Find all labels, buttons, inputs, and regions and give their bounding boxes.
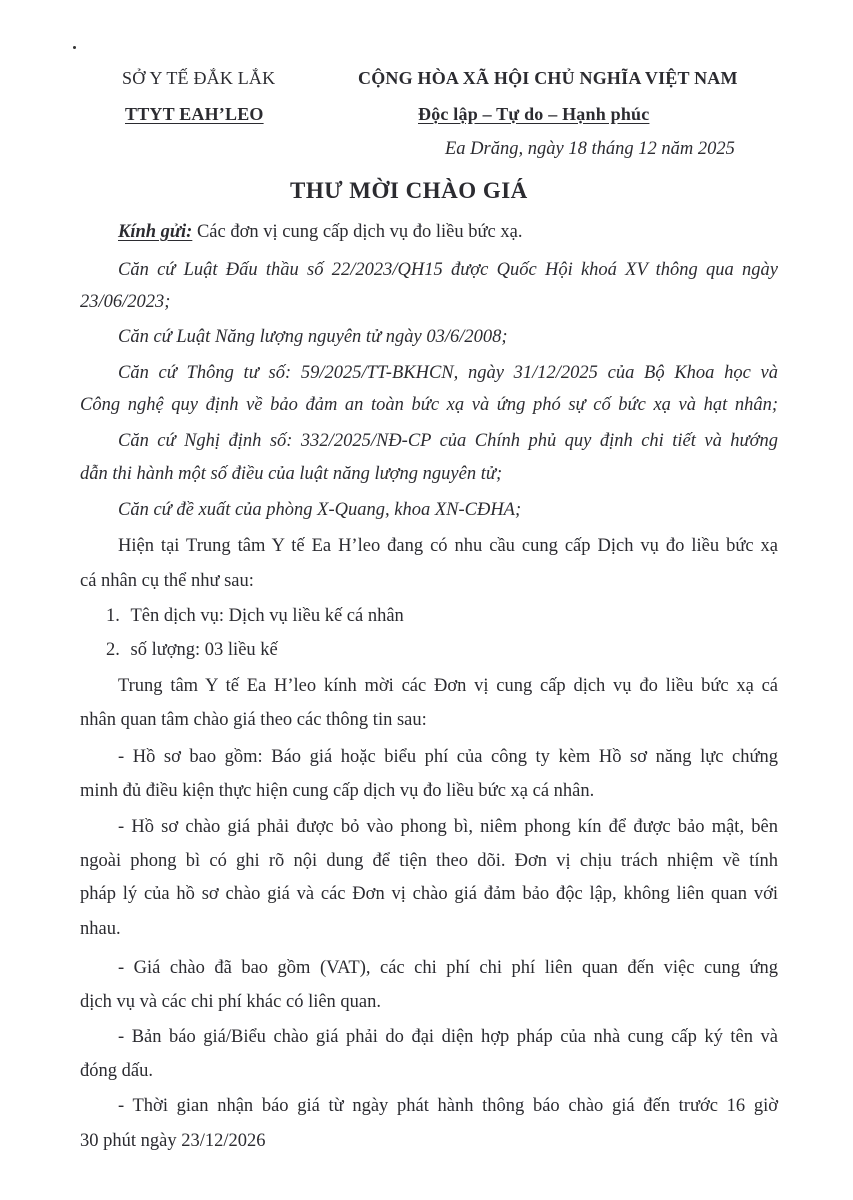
list-item-text: số lượng: 03 liều kế [130, 640, 278, 660]
invite-line: nhân quan tâm chào giá theo các thông tin sau: [80, 710, 427, 730]
legal-line: Căn cứ Luật Năng lượng nguyên tử ngày 03/6/2008; [118, 327, 508, 347]
condition-line: pháp lý của hồ sơ chào giá và các Đơn vị chào giá đảm bảo độc lập, không liên quan với [80, 884, 778, 904]
condition-line: - Bản báo giá/Biểu chào giá phải do đại diện hợp pháp của nhà cung cấp ký tên và [118, 1027, 778, 1047]
list-item-number: 1. [106, 606, 120, 626]
document-date: Ea Drăng, ngày 18 tháng 12 năm 2025 [445, 139, 735, 159]
list-item-number: 2. [106, 640, 120, 660]
legal-line: Căn cứ Nghị định số: 332/2025/NĐ-CP của Chính phủ quy định chi tiết và hướng [118, 431, 778, 451]
condition-line: - Giá chào đã bao gồm (VAT), các chi phí chi phí liên quan đến việc cung ứng [118, 958, 778, 978]
condition-line: minh đủ điều kiện thực hiện cung cấp dịch vụ đo liều bức xạ cá nhân. [80, 781, 595, 801]
condition-line: ngoài phong bì có ghi rõ nội dung để tiện theo dõi. Đơn vị chịu trách nhiệm về tính [80, 851, 778, 871]
org-unit: TTYT EAH’LEO [125, 104, 264, 124]
legal-line: dẫn thi hành một số điều của luật năng lượng nguyên tử; [80, 464, 503, 484]
national-title: CỘNG HÒA XÃ HỘI CHỦ NGHĨA VIỆT NAM [358, 68, 738, 88]
condition-line: - Hồ sơ bao gồm: Báo giá hoặc biểu phí của công ty kèm Hồ sơ năng lực chứng [118, 747, 778, 767]
legal-line: Công nghệ quy định về bảo đảm an toàn bức xạ và ứng phó sự cố bức xạ và hạt nhân; [80, 395, 778, 415]
legal-line: 23/06/2023; [80, 292, 171, 312]
condition-line: nhau. [80, 919, 121, 939]
condition-line: dịch vụ và các chi phí khác có liên quan. [80, 992, 382, 1012]
document-title: THƯ MỜI CHÀO GIÁ [290, 178, 528, 203]
greeting-text: Các đơn vị cung cấp dịch vụ đo liều bức xạ. [192, 222, 523, 242]
legal-line: Căn cứ đề xuất của phòng X-Quang, khoa XN-CĐHA; [118, 500, 522, 520]
invite-line: Trung tâm Y tế Ea H’leo kính mời các Đơn vị cung cấp dịch vụ đo liều bức xạ cá [118, 676, 778, 696]
national-motto: Độc lập – Tự do – Hạnh phúc [418, 104, 650, 124]
condition-line: 30 phút ngày 23/12/2026 [80, 1131, 266, 1151]
greeting [118, 220, 778, 244]
condition-line: đóng dấu. [80, 1061, 153, 1081]
greeting-label: Kính gửi: [118, 222, 193, 242]
intro-line: Hiện tại Trung tâm Y tế Ea H’leo đang có nhu cầu cung cấp Dịch vụ đo liều bức xạ [118, 536, 778, 556]
condition-line: - Hồ sơ chào giá phải được bỏ vào phong bì, niêm phong kín để được bảo mật, bên [118, 817, 778, 837]
list-item [106, 604, 778, 628]
org-name: SỞ Y TẾ ĐẮK LẮK [122, 68, 276, 88]
list-item-text: Tên dịch vụ: Dịch vụ liều kế cá nhân [130, 606, 404, 626]
legal-line: Căn cứ Luật Đấu thầu số 22/2023/QH15 được Quốc Hội khoá XV thông qua ngày [118, 260, 778, 280]
legal-line: Căn cứ Thông tư số: 59/2025/TT-BKHCN, ngày 31/12/2025 của Bộ Khoa học và [118, 363, 778, 383]
intro-line: cá nhân cụ thể như sau: [80, 571, 254, 591]
document-body [80, 0, 778, 1200]
condition-line: - Thời gian nhận báo giá từ ngày phát hành thông báo chào giá đến trước 16 giờ [118, 1096, 778, 1116]
list-item [106, 638, 778, 662]
scan-speck [73, 46, 76, 49]
